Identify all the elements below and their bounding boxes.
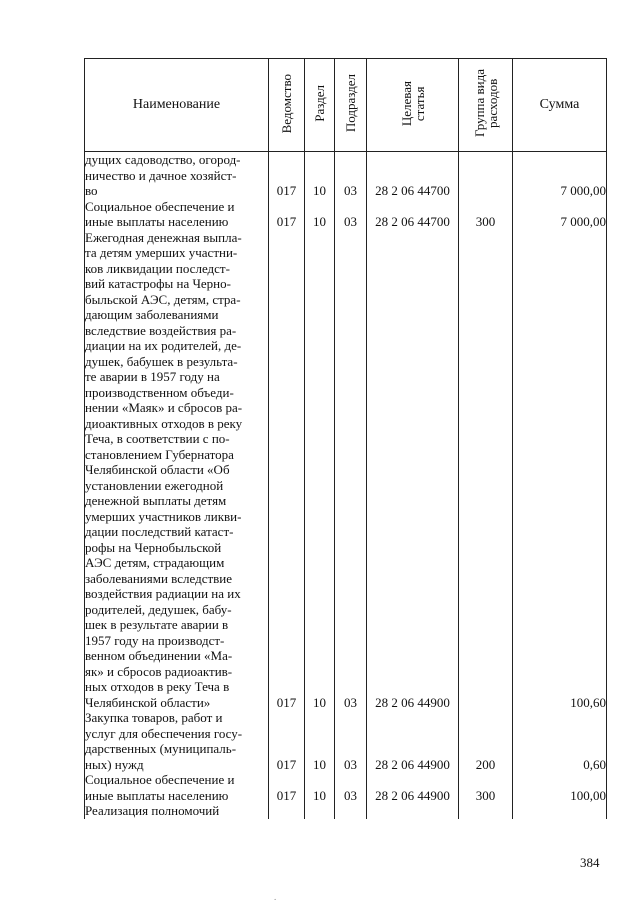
table-row: [85, 772, 607, 803]
row-razdel-cell: 10: [305, 230, 335, 711]
row-gruppa-cell: 300: [459, 772, 513, 803]
table-row: [85, 152, 607, 199]
row-podrazdel-cell: 03: [335, 772, 367, 803]
row-razdel-cell: 10: [305, 710, 335, 772]
row-ved-cell: 017: [269, 199, 305, 230]
row-podrazdel-cell: 03: [335, 230, 367, 711]
row-name-cell: дущих садоводство, огород- ничество и дачное хозяйст- во: [85, 152, 269, 199]
row-gruppa-cell: 300: [459, 199, 513, 230]
row-gruppa-cell: [459, 230, 513, 711]
row-name-cell: Реализация полномочий: [85, 803, 269, 819]
table-row: [85, 230, 607, 711]
footer-mark: .: [274, 892, 277, 902]
row-ved-cell: 017: [269, 152, 305, 199]
header-summa: Сумма: [513, 59, 607, 152]
row-razdel-cell: [305, 803, 335, 819]
row-ved-cell: 017: [269, 230, 305, 711]
row-razdel-cell: 10: [305, 152, 335, 199]
row-ved-cell: [269, 803, 305, 819]
row-podrazdel-cell: 03: [335, 199, 367, 230]
row-celevaya-cell: 28 2 06 44900: [367, 710, 459, 772]
row-razdel-cell: 10: [305, 772, 335, 803]
budget-table: [84, 58, 607, 819]
row-celevaya-cell: 28 2 06 44900: [367, 772, 459, 803]
row-gruppa-cell: [459, 803, 513, 819]
row-podrazdel-cell: 03: [335, 152, 367, 199]
row-name-cell: Ежегодная денежная выпла- та детям умерших участни- ков ликвидации последст- вий катастрофы на Черно- быльской АЭС, детям, стра- дающим заболеваниями вследствие воздействия ра- диации на их родителей, де- душек, бабушек в результа- те аварии в 1957 году на производственном объеди- нении «Маяк» и сбросов ра- диоактивных отходов в реку Теча, в соответствии с по- становлением Губернатора Челябинской области «Об установлении ежегодной денежной выплаты детям умерших участников ликви- дации последствий катаст- рофы на Чернобыльской АЭС детям, страдающим заболеваниями вследствие воздействия радиации на их родителей, дедушек, бабу- шек в результате аварии в 1957 году на производст- венном объединении «Ма- як» и сбросов радиоактив- ных отходов в реку Теча в Челябинской области»: [85, 230, 269, 711]
row-celevaya-cell: 28 2 06 44900: [367, 230, 459, 711]
row-name-cell: Закупка товаров, работ и услуг для обеспечения госу- дарственных (муниципаль- ных) нужд: [85, 710, 269, 772]
table-row: [85, 803, 607, 819]
row-ved-cell: 017: [269, 710, 305, 772]
table-header-row: [85, 59, 607, 152]
row-gruppa-cell: [459, 152, 513, 199]
row-celevaya-cell: 28 2 06 44700: [367, 199, 459, 230]
row-name-cell: Социальное обеспечение и иные выплаты населению: [85, 772, 269, 803]
row-razdel-cell: 10: [305, 199, 335, 230]
header-gruppa-vida-raskhodov: Группа вида расходов: [459, 59, 513, 152]
row-summa-cell: 7 000,00: [513, 152, 607, 199]
header-name: Наименование: [85, 59, 269, 152]
row-summa-cell: 7 000,00: [513, 199, 607, 230]
row-summa-cell: [513, 803, 607, 819]
table-row: [85, 710, 607, 772]
row-summa-cell: 0,60: [513, 710, 607, 772]
row-name-cell: Социальное обеспечение и иные выплаты населению: [85, 199, 269, 230]
header-razdel: Раздел: [305, 59, 335, 152]
row-celevaya-cell: [367, 803, 459, 819]
header-podrazdel: Подраздел: [335, 59, 367, 152]
header-vedomstvo: Ведомство: [269, 59, 305, 152]
row-summa-cell: 100,60: [513, 230, 607, 711]
row-summa-cell: 100,00: [513, 772, 607, 803]
row-podrazdel-cell: 03: [335, 710, 367, 772]
row-podrazdel-cell: [335, 803, 367, 819]
row-ved-cell: 017: [269, 772, 305, 803]
table-row: [85, 199, 607, 230]
header-celevaya-statya: Целевая статья: [367, 59, 459, 152]
row-gruppa-cell: 200: [459, 710, 513, 772]
page-number: 384: [580, 855, 600, 870]
row-celevaya-cell: 28 2 06 44700: [367, 152, 459, 199]
